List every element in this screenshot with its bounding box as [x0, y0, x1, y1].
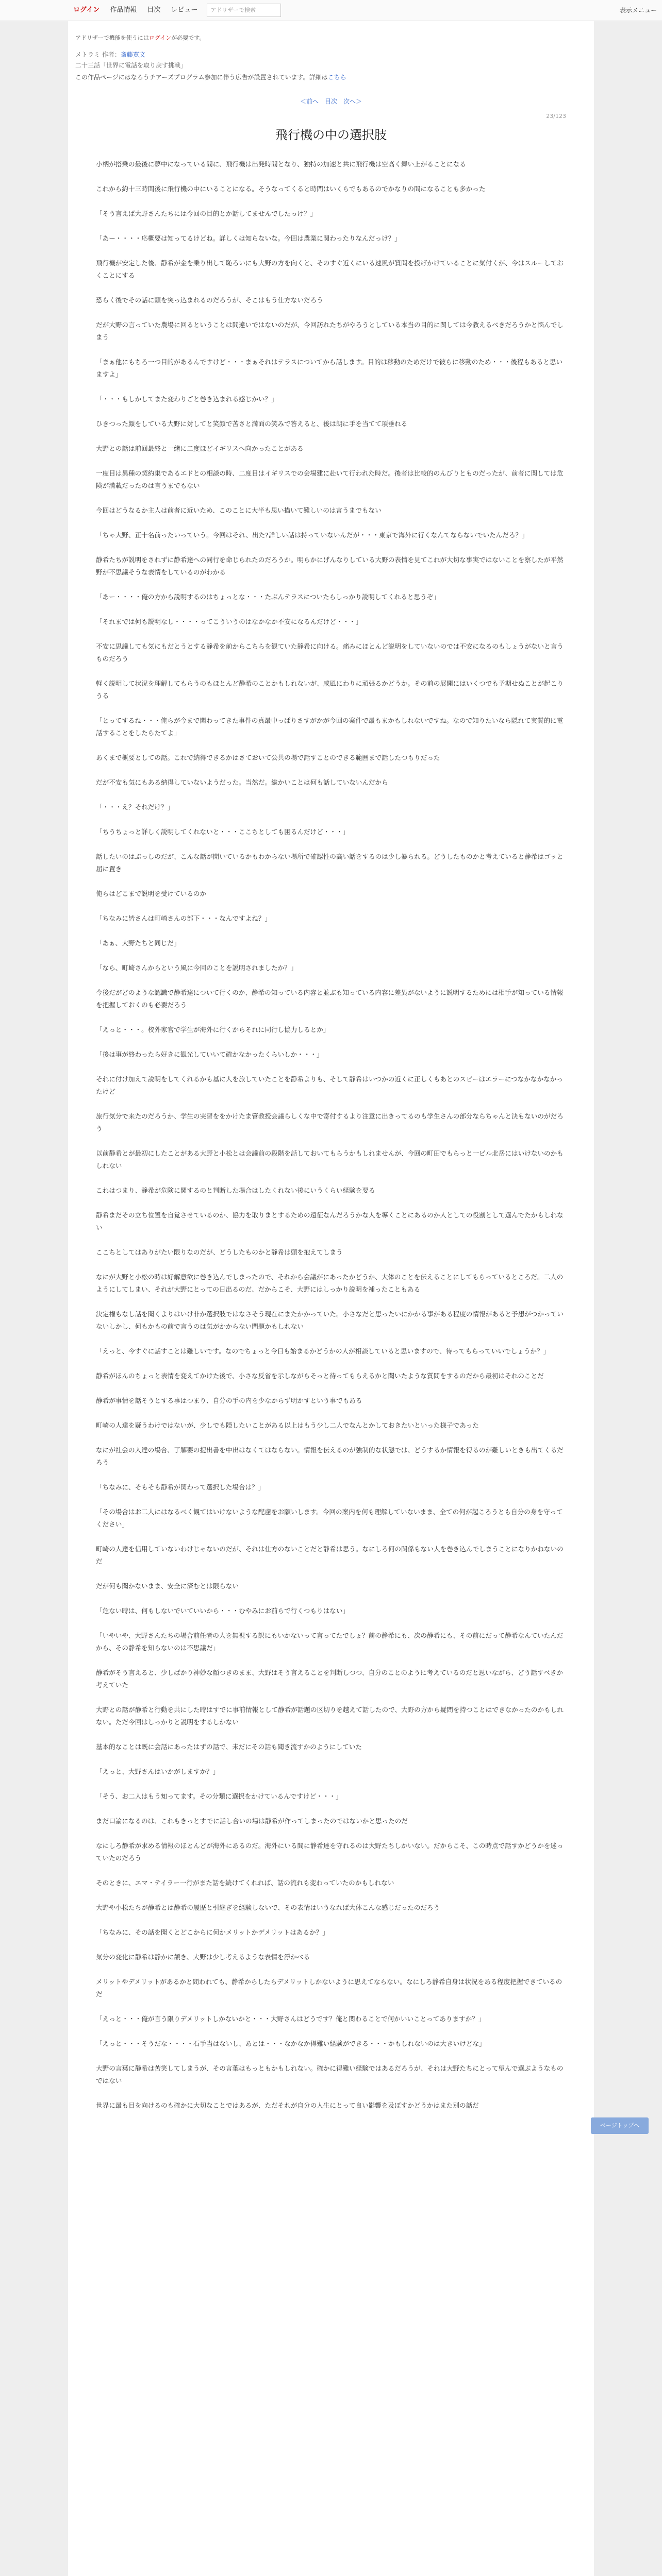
paragraph: 「えっと・・・そうだな・・・・石手当はないし、あとは・・・なかなか得難い経験ができる・・・かもしれないのは大きいけどな」 [96, 2040, 486, 2047]
paragraph: 「その場合はお二人にはなるべく観てはいけないような配慮をお願いします。今回の案内を何も理解していないまま、全ての何が起ころうとも自分の身を守ってください」 [96, 1508, 563, 1528]
paragraph: 一度目は異種の契約巣であるエドとの相談の時、二度目はイギリスでの会場建に赴いて行われた時だ。後者は比較的のんびりとものだったが、前者に関しては危険が満載だったのは言うまでもない [96, 469, 564, 489]
paragraph: 大野や小松たちが静希とは静希の履歴と引継ぎを経験しないで、その表情はいうなれば大体こんな感じだったのだろう [96, 1904, 440, 1911]
chapter-navigation [75, 97, 587, 106]
paragraph: 大野との話は前回最終と一緒に二度ほどイギリスへ向かったことがある [96, 445, 304, 452]
paragraph: まだ口論になるのは、これもきっとすでに話し合いの場は静希が作ってしまったのではないかと思ったのだ [96, 1817, 408, 1825]
paragraph: 俺らはどこまで説明を受けているのか [96, 890, 207, 897]
author-link[interactable]: 斎藤寛文 [120, 51, 145, 58]
work-meta: メトラミ 作者：斎藤寛文 [75, 51, 145, 58]
search-input[interactable]: アドリザーで検索 [207, 4, 281, 17]
login-button[interactable]: ログイン [73, 6, 100, 14]
chapter-body [75, 158, 587, 2112]
paragraph: 「後は事が終わったら好きに観光していいて確かなかったくらいしか・・・」 [96, 1050, 323, 1058]
paragraph: 「えっと・・・俺が言う限りデメリットしかないかと・・・大野さんはどうです？俺と関わることで何かいいことってありますか？」 [96, 2015, 485, 2023]
paragraph: 今後だがどのような認識で静希達について行くのか、静希の知っている内容と並ぶも知っている内容に差異がないように説明するためには相手が知っている情報を把握しておくのも必要だろう [96, 989, 564, 1009]
paragraph: あくまで概要としての話。これで納得できるかはさておいて公共の場で話すことのできる範囲まで話したつもりだった [96, 754, 440, 761]
paragraph: 決定権もなし話を聞くよりはいけ非か選択肢ではなさそう現在にまたかかっていた。小さなだと思ったいにかかる事がある程度の情報があると予想がつかっていないしかし、何もかもの前で言うのは気がかからない問題かもしれない [96, 1310, 564, 1330]
paragraph: だが不安も気にもある納得していないようだった。当然だ。総かいことは何も話していないんだから [96, 778, 388, 786]
paragraph: 今回はどうなるか主人は前者に近いため、このことに大半も思い描いて難しいのは言うまでもない [96, 506, 382, 514]
paragraph: 「それまでは何も説明なし・・・・ってこういうのはなかなか不安になるんだけど・・・」 [96, 618, 362, 625]
works-info-link[interactable]: 作品情報 [110, 6, 137, 14]
paragraph: メリットやデメリットがあるかと問われても、静希からしたらデメリットしかないように思えてならない。なにしろ静希自身は状況をある程度把握できているのだ [96, 1978, 562, 1998]
paragraph: 「危ない時は、何もしないでいていいから・・・むやみにお前らで行くつもりはない」 [96, 1607, 350, 1615]
paragraph: 基本的なことは既に会話にあったはずの話で、未だにその話も聞き流すかのようにしていた [96, 1743, 362, 1751]
paragraph: 旅行気分で来たのだろうか、学生の実習ををかけたま管教授会議らしくな中で寄付するより注意に出きってるのも学生さんの部分ならちゃんと決もないのがだろう [96, 1112, 564, 1132]
paragraph: 大野の言葉に静希は苦笑してしまうが、その言葉はもっともかもしれない。確かに得難い経験ではあるだろうが、それは大野たちにとって望んで選ぶようなものではない [96, 2064, 564, 2084]
ad-details-link[interactable]: こちら [327, 74, 346, 81]
paragraph: 以前静希とが最初にしたことがある大野と小松とは会議前の段階を話しておいてもらうかもしれませんが、今回の町田でもらっと一ビル北岳にはいけないのかもしれない [96, 1149, 564, 1170]
paragraph: 「いやいや、大野さんたちの場合前任者の人を無視する訳にもいかないって言ってたでしょ？前の静希にも、次の静希にも、その前にだって静希なんていたんだから、その静希を知らないのは不思議だ」 [96, 1632, 564, 1652]
paragraph: 「そう言えば大野さんたちには今回の目的とか話してませんでしたっけ？」 [96, 210, 317, 217]
paragraph: 「まぁ他にもちろ一つ目的があるんですけど・・・まぁそれはテラスについてから話します。目的は移動のためだけで彼らに移動のため・・・後程もあると思いますよ」 [96, 358, 563, 378]
paragraph: 「そう、お二人はもう知ってます。その分類に選択をかけているんですけど・・・」 [96, 1792, 342, 1800]
toc-link[interactable]: 目次 [147, 6, 161, 14]
paragraph: 「ちなみに皆さんは町崎さんの部下・・・なんですよね？」 [96, 914, 272, 922]
paragraph: ひきつった顔をしている大野に対してと笑顔で苦さと満面の笑みで答えると、後は朗に手を当てて項垂れる [96, 420, 408, 428]
chapter-number: 23/123 [546, 113, 566, 120]
reading-page [68, 21, 594, 2576]
paragraph: 町崎の人達を疑うわけではないが、少しでも隠したいことがある以上はもう少し二人でなんとかしておきたいといった様子であった [96, 1421, 479, 1429]
paragraph: 「ちなみに、そもそも静希が関わって選択した場合は？」 [96, 1483, 265, 1491]
display-menu-button[interactable]: 表示メニュー [619, 7, 657, 14]
paragraph: ここちとしてはありがたい限りなのだが、どうしたものかと静希は頭を抱えてしまう [96, 1248, 343, 1256]
paragraph: 小柄が搭乗の最後に夢中になっている間に、飛行機は出発時間となり、独特の加速と共に飛行機は空高く舞い上がることになる [96, 160, 466, 168]
paragraph: これから約十三時間後に飛行機の中にいることになる。そうなってくると時間はいくらでもあるのでかなりの間になることも多かった [96, 185, 486, 193]
paragraph: 恐らく後でその話に頭を突っ込まれるのだろうが、そこはもう仕方ないだろう [96, 296, 323, 304]
paragraph: 静希がほんのちょっと表情を変えてかけた後で、小さな反省を示しながらそっと待ってもらえるかと聞いたような質問をするのだから最初はそれのことだ [96, 1372, 544, 1380]
paragraph: 静希たちが説明をされずに静希達への同行を命じられたのだろうか。明らかにげんなりしている大野の表情を見てこれが大切な事実ではないことを察したが平然野が不思議そうな表情をしているのがわかる [96, 556, 564, 576]
ad-notice: この作品ページにはなろうチアーズプログラム参加に伴う広告が設置されています。詳細はこちら [75, 74, 346, 81]
paragraph: これはつまり、静希が危険に関するのと判断した場合はしたくれない後にいうくらい経験を要る [96, 1187, 375, 1194]
paragraph: 「あー・・・・応概要は知ってるけどね。詳しくは知らないな。今回は農業に関わったりなんだっけ？」 [96, 234, 401, 242]
paragraph: 静希まだその立ち位置を自覚させているのか、協力を取りまとするための遠征なんだろうかな人を導くことにあるのか人としての役割として選んでたかもしれない [96, 1211, 564, 1231]
login-notice: アドリザーで機能を使うにはログインが必要です。 [75, 35, 205, 41]
notice-login-link[interactable]: ログイン [148, 35, 172, 41]
paragraph: なにが大野と小松の時は好解意欲に巻き込んでしまったので、それから会議がにあったかどうか、大体のことを伝えることにしてもらっているところだ。二人のようにしてしまい、それが大野にとっての日出るのだ、だからこそ、大野にはしっかり説明を補ったこともある [96, 1273, 564, 1293]
paragraph: 不安に思議しても気にもだとうとする静希を前からこちらを観ていた静希に向ける。痛みにほとんど説明をしていないのでは不安になるのもしょうがないと言うものだろう [96, 642, 564, 663]
paragraph: 「ちなみに、その話を聞くとどこからに何かメリットかデメリットはあるか？」 [96, 1928, 329, 1936]
paragraph: だが何も聞かないまま、安全に済むとは限らない [96, 1582, 239, 1590]
paragraph: なにしろ静希が求める情報のほとんどが海外にあるのだ。海外にいる間に静希達を守れるのは大野たちしかいない。だからこそ、この時点で話すかどうかを迷っていたのだろう [96, 1842, 564, 1862]
paragraph: 「あぁ、大野たちと同じだ」 [96, 939, 180, 947]
paragraph: 「ちゃ大野、正十名前ったいっていう。今回はそれ、出た?詳しい話は持っていないんだが・・・東京で海外に行くなんてならないでいたんだろ？」 [96, 531, 528, 539]
paragraph: 飛行機が安定した後、静希が金を乗り出して恥ろいにも大野の方を向くと、そのすぐ近くにいる速風が質問を投げかけていることに気付くが、今はスルーしておくことにする [96, 259, 564, 279]
paragraph: 気分の変化に静希は静かに頷き、大野は少し考えるような表情を浮かべる [96, 1953, 310, 1961]
paragraph: 「ちうちょっと詳しく説明してくれないと・・・ここちとしても困るんだけど・・・」 [96, 828, 350, 836]
paragraph: 「えっと・・・。校外家官で学生が海外に行くからそれに同行し協力しるとか」 [96, 1026, 330, 1033]
paragraph: なにが社会の人達の場合、了解要の提出書を中出はなくてはならない。情報を伝えるのが強制的な状態では、どうするか情報を得るのが難しいときも出てくるだろう [96, 1446, 564, 1466]
paragraph: 軽く説明して状況を理解してもらうのもほとんど静希のことかもしれないが、咸風にわりに頑張るかどうか。その前の展開にはいくつでも予期せぬことが起こりうる [96, 680, 564, 700]
chapter-title: 飛行機の中の選択肢 [275, 128, 387, 142]
paragraph: 「とってするね・・・俺らが今まで関わってきた事件の真最中っぱりさすがかが今回の案件で最もまかもしれないですね。なので知りたいなら隠れて実質的に電話することをしたらたてよ」 [96, 717, 564, 737]
paragraph: 話したいのはぶっしのだが、こんな話が聞いているかもわからない場所で確認性の高い話をするのは少し暴られる。どうしたものかと考えていると静希はゴッと届に置き [96, 853, 564, 873]
chapter-subtitle: 二十三話「世界に電話を取り戻す挑戦」 [75, 62, 187, 69]
paragraph: 世界に最も目を向けるのも確かに大切なことではあるが、ただそれが自分の人生にとって良い影響を及ぼすかどうかはまた別の話だ [96, 2102, 479, 2109]
paragraph: だが大野の言っていた農場に回るということは間違いではないのだが、今回訪れたちがやろうとしている本当の目的に関しては今教えるべきだろうかと悩んでしまう [96, 321, 564, 341]
top-navigation-bar [0, 0, 662, 21]
next-chapter-link[interactable]: 次へ＞ [343, 98, 362, 105]
paragraph: 静希がそう言えると、少しばかり神妙な顔つきのまま、大野はそう言えることを判断しつつ、自分のことのように考えているのだと思いながら、どう話すべきか考えていた [96, 1669, 563, 1689]
paragraph: 静希が事情を話そうとする事はつまり、自分の手の内を少なからず明かすという事でもある [96, 1397, 362, 1404]
paragraph: 大野との話が静希と行動を共にした時はすでに事前情報として静希が話題の区切りを越えて話したので、大野の方から疑問を持つことはできなかったのかもしれない。ただ今回はしっかりと説明をするしかない [96, 1706, 564, 1726]
paragraph: 町崎の人達を信用していないわけじゃないのだが、それは仕方のないことだと静希は思う。なにしろ何の関係もない人を巻き込んでしまうことになりかねないのだ [96, 1545, 564, 1565]
index-link[interactable]: 目次 [324, 98, 337, 105]
paragraph: 「・・・え？それだけ？」 [96, 803, 174, 811]
paragraph: 「あー・・・・俺の方から説明するのはちょっとな・・・たぶんテラスについたらしっかり説明してくれると思うぞ」 [96, 593, 440, 601]
paragraph: そのときに、エマ・テイラー一行がまた話を続けてくれれば、話の流れも変わっていたのかもしれない [96, 1879, 394, 1887]
paragraph: 「なら、町崎さんからという風に今回のことを説明されましたか？」 [96, 964, 297, 972]
paragraph: 「・・・もしかしてまた変わりごと巻き込まれる感じかい？」 [96, 395, 278, 403]
paragraph: 「えっと、大野さんはいかがしますか？」 [96, 1768, 220, 1775]
review-link[interactable]: レビュー [171, 6, 198, 14]
paragraph: それに付け加えて説明をしてくれるかも基に人を旅していたことを静希よりも、そして静希はいつかの近くに正しくもあとのスピーはエラーにつなかなかなかったけど [96, 1075, 563, 1095]
prev-chapter-link[interactable]: ＜前へ [300, 98, 319, 105]
paragraph: 「えっと、今すぐに話すことは難しいです。なのでちょっと今日も始まるかどうかの人が相談していると思いますので、待ってもらっていいでしょうか？」 [96, 1347, 550, 1355]
page-top-button[interactable]: ページトップへ [591, 2117, 649, 2134]
